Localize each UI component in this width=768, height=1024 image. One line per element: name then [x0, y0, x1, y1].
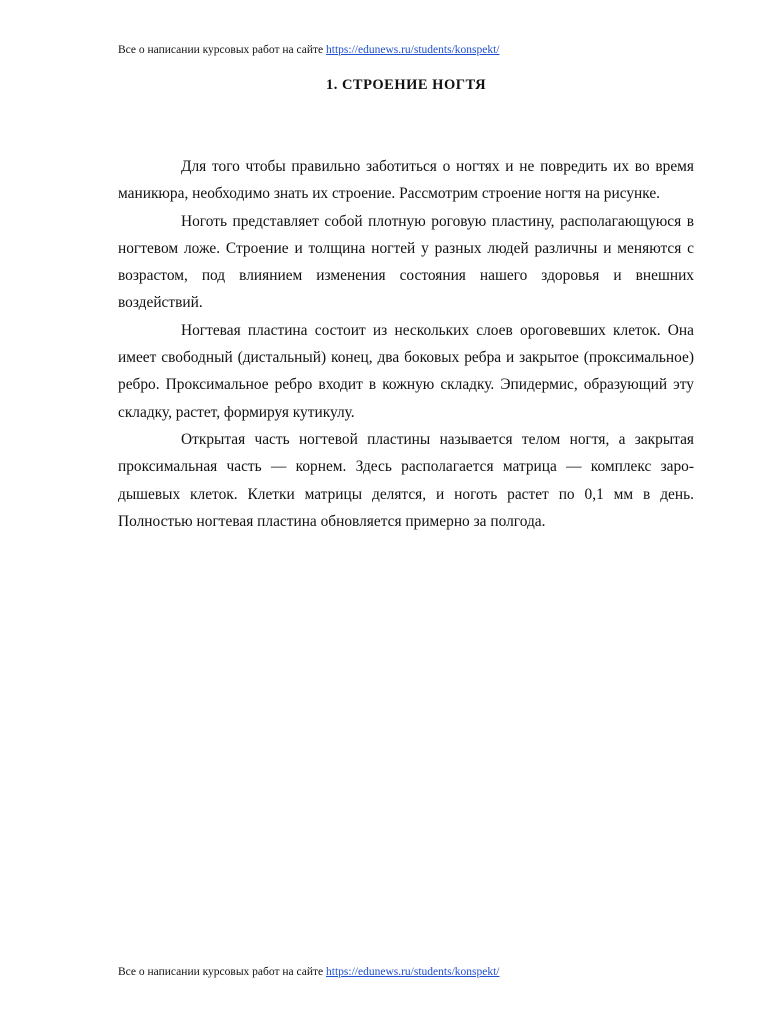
header-text: Все о написании курсовых работ на сайте — [118, 44, 324, 56]
footer-text: Все о написании курсовых работ на сайте — [118, 966, 324, 978]
body-text — [118, 153, 694, 535]
page-header — [118, 44, 499, 56]
paragraph: Открытая часть ногтевой пластины называется телом ногтя, а закрытая проксимальная часть — корнем. Здесь располагается матрица — комплекс заро-дышевых клеток. Клетки матрицы делятся, и ноготь растет по 0,1 мм в день. Полностью ногтевая пластина обновляется примерно за полгода. — [118, 430, 694, 530]
footer-link[interactable]: https://edunews.ru/students/konspekt/ — [326, 966, 500, 978]
paragraph: Для того чтобы правильно заботиться о ногтях и не повредить их во время маникюра, необходимо знать их строение. Рассмотрим строение ногтя на рисунке. — [118, 158, 694, 203]
section-title: 1. СТРОЕНИЕ НОГТЯ — [325, 77, 487, 93]
paragraph: Ногтевая пластина состоит из нескольких слоев ороговевших клеток. Она имеет свободный (дистальный) конец, два боковых ребра и закрытое (проксимальное) ребро. Проксимальное ребро входит в кожную складку. Эпидермис, образующий эту складку, растет, формируя кутикулу. — [118, 321, 694, 421]
header-link[interactable]: https://edunews.ru/students/konspekt/ — [326, 44, 500, 56]
page-footer — [118, 966, 499, 978]
paragraph: Ноготь представляет собой плотную роговую пластину, располагающуюся в ногтевом ложе. Строение и толщина ногтей у разных людей различны и меняются с возрастом, под влиянием изменения состояния нашего здоровья и внешних воздействий. — [118, 212, 694, 312]
